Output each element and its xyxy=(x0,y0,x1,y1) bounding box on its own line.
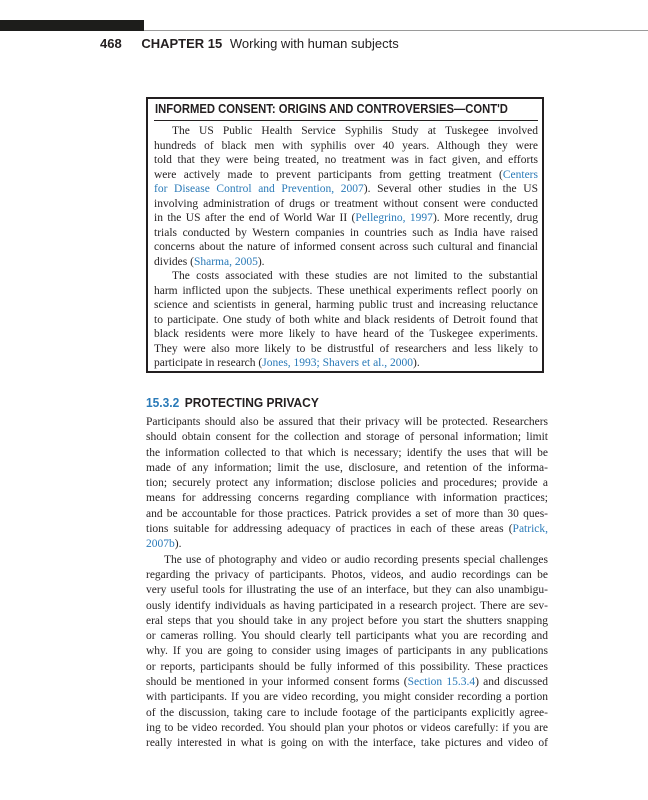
body-line: the information collected to that which is necessary; identify the uses that will be xyxy=(146,446,548,459)
citation-link-patrick-year[interactable]: 2007b xyxy=(146,538,175,551)
body-line: tion; securely protect any information; disclose policies and procedures; provide a xyxy=(146,477,548,490)
box-line xyxy=(154,356,538,371)
body-line: The use of photography and video or audio recording presents special challenges xyxy=(164,553,548,566)
citation-link-patrick[interactable]: Patrick, xyxy=(512,523,548,536)
citation-link-cdc[interactable]: Centers xyxy=(502,168,538,181)
body-line: why. If you are going to consider using images of participants in any publications xyxy=(146,645,548,658)
citation-link-cdc-cont[interactable]: for Disease Control and Prevention, 2007 xyxy=(154,183,364,195)
body-line: ing to be video recorded. You should plan your photos or videos carefully: if you are xyxy=(146,721,548,734)
body-line: made of any information; limit the use, disclosure, and retention of the informa- xyxy=(146,461,548,474)
box-line: trials conducted by Western companies in countries such as India have raised xyxy=(154,226,538,239)
body-line xyxy=(146,522,548,537)
box-line xyxy=(154,168,538,183)
body-line: ously identify individuals as having participated in a research project. There are sev- xyxy=(146,599,548,612)
box-line: They were also more likely to be distrustful of researchers and less likely to xyxy=(154,342,538,355)
body-line: of the discussion, taking care to include footage of the participants explicitly agree- xyxy=(146,706,548,719)
box-body xyxy=(154,124,538,371)
box-line: The US Public Health Service Syphilis Study at Tuskegee involved xyxy=(172,125,538,137)
box-line: involving administration of drugs or treatment without consent were conducted xyxy=(154,197,538,210)
body-text-segment: ) and discussed xyxy=(475,676,549,689)
section-body xyxy=(146,415,548,752)
citation-link-jones-shavers[interactable]: Jones, 1993; Shavers et al., 2000 xyxy=(262,357,413,369)
page-number: 468 xyxy=(100,36,122,51)
body-line: or reports, participants should be fully informed of this possibility. These practices xyxy=(146,660,548,673)
header-rule xyxy=(144,30,648,31)
box-line xyxy=(154,255,538,270)
body-line: eral steps that you should take in any project before you start the shutters snapping xyxy=(146,614,548,627)
chapter-label: CHAPTER 15 xyxy=(141,36,223,51)
box-text-segment: divides ( xyxy=(154,255,194,268)
body-line xyxy=(146,675,548,690)
chapter-title: Working with human subjects xyxy=(229,36,399,51)
body-text-segment: tions suitable for addressing adequacy of practices in each of these areas ( xyxy=(146,523,513,536)
box-text-segment: ). xyxy=(257,255,265,268)
body-line: should obtain consent for the collection and storage of personal information; limit xyxy=(146,431,548,444)
body-line xyxy=(146,537,548,552)
box-line xyxy=(154,211,538,226)
section-link-15-3-4[interactable]: Section 15.3.4 xyxy=(407,676,476,689)
running-header xyxy=(100,36,399,52)
box-line: to participate. One study of both white and black residents of Detroit found that xyxy=(154,313,538,326)
box-text-segment: in the US after the end of World War II ( xyxy=(154,212,356,224)
box-line: told that they were being treated, no treatment was in fact given, and efforts xyxy=(154,154,538,166)
sidebar-box xyxy=(146,97,544,373)
body-line: regarding the privacy of participants. Photos, videos, and audio recordings can be xyxy=(146,568,548,581)
box-line: hundreds of black men with syphilis over 40 years. Although they were xyxy=(154,139,538,152)
section-title: PROTECTING PRIVACY xyxy=(184,395,319,410)
header-bar xyxy=(0,20,144,31)
body-line: and be accountable for those practices. Patrick provides a set of more than 30 ques- xyxy=(146,507,548,520)
citation-link-pellegrino[interactable]: Pellegrino, 1997 xyxy=(355,212,433,224)
section-number: 15.3.2 xyxy=(146,395,180,410)
body-line: very useful tools for illustrating the use of an interface, but they can also unambigu- xyxy=(146,584,548,597)
box-line: The costs associated with these studies are not limited to the substantial xyxy=(172,270,538,282)
box-line xyxy=(154,182,538,197)
box-text-segment: were actively made to prevent participants from getting treatment ( xyxy=(154,168,503,181)
box-text-segment: ). More recently, drug xyxy=(432,212,538,224)
body-line: or cameras rolling. You should clearly tell participants what you are recording and xyxy=(146,630,548,643)
box-text-segment: participate in research ( xyxy=(154,357,263,369)
section-heading xyxy=(146,395,319,411)
box-text-segment: ). Several other studies in the US xyxy=(363,183,538,195)
body-line: means for addressing concerns regarding compliance with information practices; xyxy=(146,492,548,505)
box-line: concerns about the nature of informed consent across such cultural and financial xyxy=(154,241,538,253)
citation-link-sharma[interactable]: Sharma, 2005 xyxy=(193,255,258,268)
box-line: harm inflicted upon the subjects. These unethical experiments reflect poorly on xyxy=(154,284,538,297)
body-line: with participants. If you are video recording, you might consider recording a portion xyxy=(146,691,548,704)
body-text-segment: ). xyxy=(174,538,182,551)
box-text-segment: ). xyxy=(413,357,420,369)
body-line: Participants should also be assured that their privacy will be protected. Researchers xyxy=(146,416,548,428)
box-title-rule xyxy=(154,120,538,121)
box-line: black residents were more likely to have heard of the Tuskegee experiments. xyxy=(154,328,538,340)
body-text-segment: should be mentioned in your informed consent forms ( xyxy=(146,676,408,689)
box-title: INFORMED CONSENT: ORIGINS AND CONTROVERSIES—CONT'D xyxy=(155,102,508,116)
box-line: science and scientists in general, harming public trust and increasing reluctance xyxy=(154,299,538,311)
body-line: really interested in what is going on with the interface, take pictures and video of xyxy=(146,737,548,750)
